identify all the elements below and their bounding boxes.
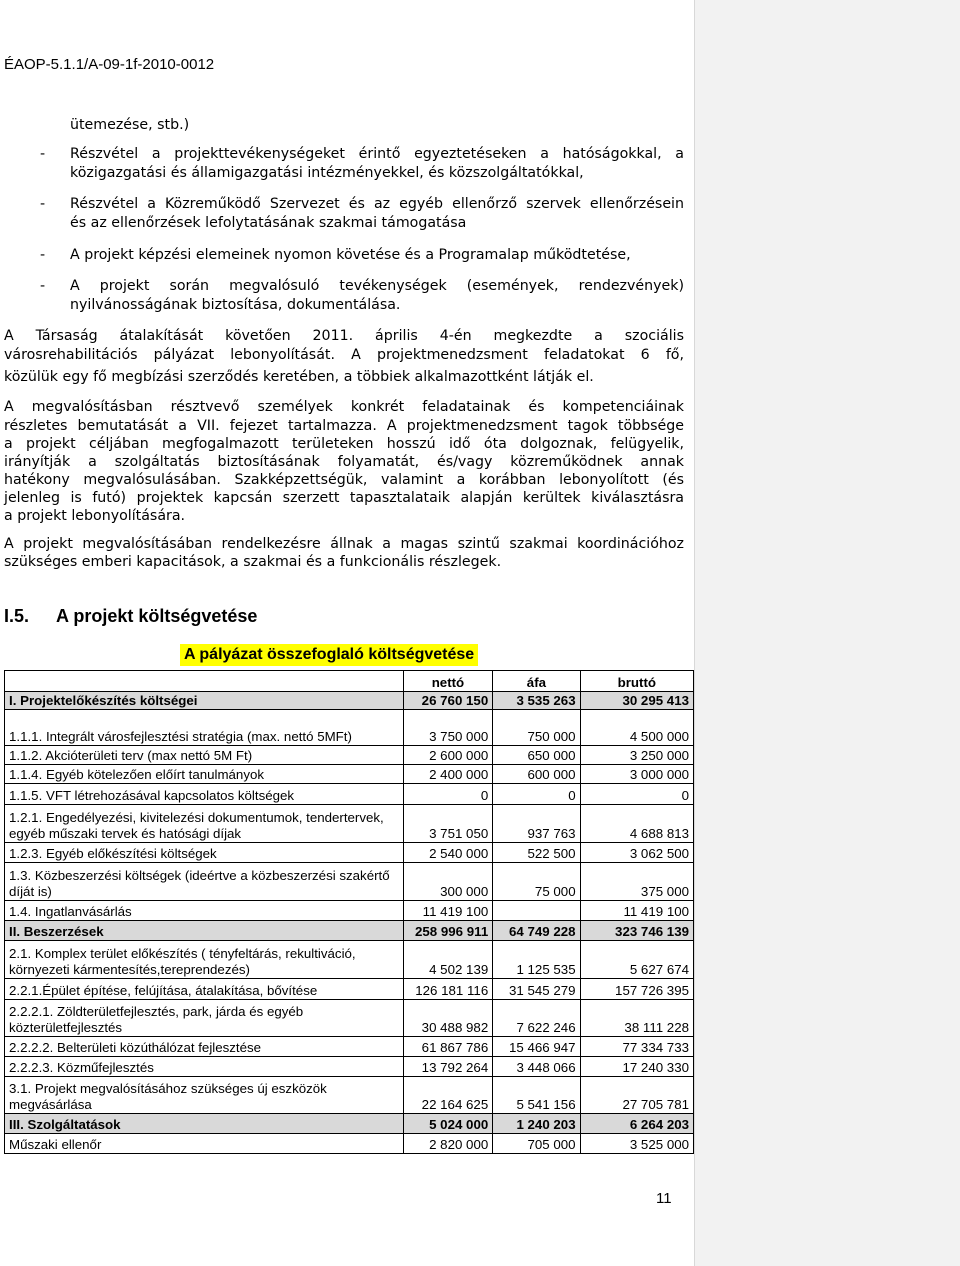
afa-cell: 937 763 — [493, 805, 580, 843]
table-row — [5, 863, 694, 901]
brutto-cell: 3 250 000 — [580, 746, 693, 765]
row-label: III. Szolgáltatások — [5, 1114, 404, 1134]
bullet-line: Részvétel a projekttevékenységeket érintő egyeztetéseken a hatóságokkal, a — [70, 146, 684, 162]
table-row — [5, 1000, 694, 1037]
brutto-cell: 3 000 000 — [580, 765, 693, 784]
brutto-cell: 157 726 395 — [580, 979, 693, 1000]
table-row — [5, 1134, 694, 1154]
budget-table-title: A pályázat összefoglaló költségvetése — [180, 644, 478, 666]
bullet-line: nyilvánosságának biztosítása, dokumentálása. — [70, 297, 401, 313]
afa-cell: 64 749 228 — [493, 921, 580, 941]
table-row — [5, 1114, 694, 1134]
netto-cell: 11 419 100 — [403, 901, 493, 921]
column-header — [5, 671, 404, 692]
netto-cell: 2 540 000 — [403, 843, 493, 863]
afa-cell: 600 000 — [493, 765, 580, 784]
brutto-cell: 323 746 139 — [580, 921, 693, 941]
netto-cell: 3 751 050 — [403, 805, 493, 843]
netto-cell: 30 488 982 — [403, 1000, 493, 1037]
row-label: 1.1.1. Integrált városfejlesztési stratégia (max. nettó 5MFt) — [5, 710, 404, 746]
afa-cell: 750 000 — [493, 710, 580, 746]
paragraph-line: szükséges emberi kapacitások, a szakmai és a funkcionális részlegek. — [4, 554, 502, 570]
table-row — [5, 901, 694, 921]
afa-cell: 650 000 — [493, 746, 580, 765]
table-header-row — [5, 671, 694, 692]
row-label: 2.2.2.3. Közműfejlesztés — [5, 1057, 404, 1077]
continuation-text: ütemezése, stb.) — [70, 117, 190, 133]
column-header: nettó — [403, 671, 493, 692]
afa-cell: 3 535 263 — [493, 692, 580, 710]
netto-cell: 61 867 786 — [403, 1037, 493, 1057]
table-row — [5, 710, 694, 746]
bullet-dash: - — [40, 247, 46, 263]
brutto-cell: 6 264 203 — [580, 1114, 693, 1134]
brutto-cell: 5 627 674 — [580, 941, 693, 979]
afa-cell: 3 448 066 — [493, 1057, 580, 1077]
row-label: 1.4. Ingatlanvásárlás — [5, 901, 404, 921]
afa-cell: 1 240 203 — [493, 1114, 580, 1134]
netto-cell: 2 820 000 — [403, 1134, 493, 1154]
table-row — [5, 979, 694, 1000]
afa-cell: 7 622 246 — [493, 1000, 580, 1037]
paragraph-line: közülük egy fő megbízási szerződés keretében, a többiek alkalmazottként látják el. — [4, 369, 594, 385]
netto-cell: 300 000 — [403, 863, 493, 901]
row-label: 2.2.2.2. Belterületi közúthálózat fejlesztése — [5, 1037, 404, 1057]
table-row — [5, 941, 694, 979]
row-label: 1.2.3. Egyéb előkészítési költségek — [5, 843, 404, 863]
brutto-cell: 375 000 — [580, 863, 693, 901]
brutto-cell: 4 500 000 — [580, 710, 693, 746]
bullet-line: és az ellenőrzések lefolytatásának szakmai támogatása — [70, 215, 467, 231]
bullet-line: A projekt során megvalósuló tevékenységek (események, rendezvények) — [70, 278, 684, 294]
column-header: bruttó — [580, 671, 693, 692]
netto-cell: 26 760 150 — [403, 692, 493, 710]
column-header: áfa — [493, 671, 580, 692]
row-label: 1.1.5. VFT létrehozásával kapcsolatos költségek — [5, 784, 404, 805]
document-reference: ÉAOP-5.1.1/A-09-1f-2010-0012 — [4, 56, 215, 73]
afa-cell: 31 545 279 — [493, 979, 580, 1000]
comment-margin-pane — [694, 0, 960, 1266]
paragraph-line: A Társaság átalakítását követően 2011. április 4-én megkezdte a szociális — [4, 328, 684, 344]
page-number: 11 — [656, 1190, 672, 1207]
netto-cell: 2 400 000 — [403, 765, 493, 784]
row-label: 2.2.1.Épület építése, felújítása, átalakítása, bővítése — [5, 979, 404, 1000]
netto-cell: 5 024 000 — [403, 1114, 493, 1134]
section-number: I.5. — [4, 606, 30, 626]
netto-cell: 22 164 625 — [403, 1077, 493, 1114]
brutto-cell: 38 111 228 — [580, 1000, 693, 1037]
brutto-cell: 77 334 733 — [580, 1037, 693, 1057]
paragraph-line: részletes bemutatását a VII. fejezet tartalmazza. A projektmenedzsment tagok többsége — [4, 418, 684, 434]
section-title: A projekt költségvetése — [56, 606, 258, 626]
brutto-cell: 11 419 100 — [580, 901, 693, 921]
brutto-cell: 27 705 781 — [580, 1077, 693, 1114]
paragraph-line: A megvalósításban résztvevő személyek konkrét feladatainak és kompetenciáinak — [4, 399, 684, 415]
netto-cell: 4 502 139 — [403, 941, 493, 979]
afa-cell: 705 000 — [493, 1134, 580, 1154]
row-label: II. Beszerzések — [5, 921, 404, 941]
paragraph-line: irányítják a szolgáltatás biztosításának folyamatát, és/vagy közreműködnek annak — [4, 454, 684, 470]
netto-cell: 3 750 000 — [403, 710, 493, 746]
netto-cell: 2 600 000 — [403, 746, 493, 765]
afa-cell: 0 — [493, 784, 580, 805]
brutto-cell: 17 240 330 — [580, 1057, 693, 1077]
afa-cell: 75 000 — [493, 863, 580, 901]
paragraph-line: jelenleg is futó) projektek kapcsán szerzett tapasztalataik alapján kerültek kiválasztásra — [4, 490, 684, 506]
netto-cell: 13 792 264 — [403, 1057, 493, 1077]
afa-cell: 15 466 947 — [493, 1037, 580, 1057]
section-heading — [4, 606, 257, 627]
afa-cell: 522 500 — [493, 843, 580, 863]
row-label: I. Projektelőkészítés költségei — [5, 692, 404, 710]
paragraph-line: A projekt megvalósításában rendelkezésre állnak a magas szintű szakmai koordinációhoz — [4, 536, 684, 552]
netto-cell: 126 181 116 — [403, 979, 493, 1000]
row-label: 1.1.2. Akcióterületi terv (max nettó 5M Ft) — [5, 746, 404, 765]
bullet-line: A projekt képzési elemeinek nyomon követése és a Programalap működtetése, — [70, 247, 631, 263]
bullet-dash: - — [40, 146, 46, 162]
row-label: 1.3. Közbeszerzési költségek (ideértve a közbeszerzési szakértő díját is) — [5, 863, 404, 901]
bullet-dash: - — [40, 196, 46, 212]
budget-table — [4, 670, 694, 1154]
bullet-line: Részvétel a Közreműködő Szervezet és az egyéb ellenőrző szervek ellenőrzésein — [70, 196, 684, 212]
row-label: 3.1. Projekt megvalósításához szükséges új eszközök megvásárlása — [5, 1077, 404, 1114]
brutto-cell: 4 688 813 — [580, 805, 693, 843]
table-row — [5, 843, 694, 863]
table-row — [5, 1037, 694, 1057]
table-row — [5, 746, 694, 765]
paragraph-line: a projekt céljában megfogalmazott területeken hosszú idő óta dolgoznak, felügyelik, — [4, 436, 684, 452]
brutto-cell: 3 525 000 — [580, 1134, 693, 1154]
afa-cell — [493, 901, 580, 921]
afa-cell: 1 125 535 — [493, 941, 580, 979]
table-row — [5, 765, 694, 784]
table-row — [5, 1057, 694, 1077]
table-row — [5, 692, 694, 710]
row-label: Műszaki ellenőr — [5, 1134, 404, 1154]
paragraph-line: a projekt lebonyolítására. — [4, 508, 186, 524]
brutto-cell: 30 295 413 — [580, 692, 693, 710]
table-row — [5, 784, 694, 805]
table-row — [5, 805, 694, 843]
table-row — [5, 921, 694, 941]
table-row — [5, 1077, 694, 1114]
brutto-cell: 0 — [580, 784, 693, 805]
bullet-dash: - — [40, 278, 46, 294]
row-label: 2.1. Komplex terület előkészítés ( tényfeltárás, rekultiváció, környezeti kármentesítés,tereprendezés) — [5, 941, 404, 979]
brutto-cell: 3 062 500 — [580, 843, 693, 863]
row-label: 1.2.1. Engedélyezési, kivitelezési dokumentumok, tendertervek, egyéb műszaki tervek és hatósági díjak — [5, 805, 404, 843]
netto-cell: 258 996 911 — [403, 921, 493, 941]
afa-cell: 5 541 156 — [493, 1077, 580, 1114]
paragraph-line: városrehabilitációs pályázat lebonyolítását. A projektmenedzsment feladatokat 6 fő, — [4, 347, 684, 363]
paragraph-line: hatékony megvalósulásában. Szakképzettségük, valamint a korábban lebonyolított (és — [4, 472, 684, 488]
netto-cell: 0 — [403, 784, 493, 805]
row-label: 1.1.4. Egyéb kötelezően előírt tanulmányok — [5, 765, 404, 784]
row-label: 2.2.2.1. Zöldterületfejlesztés, park, járda és egyéb közterületfejlesztés — [5, 1000, 404, 1037]
bullet-line: közigazgatási és államigazgatási intézményekkel, és közszolgáltatókkal, — [70, 165, 584, 181]
